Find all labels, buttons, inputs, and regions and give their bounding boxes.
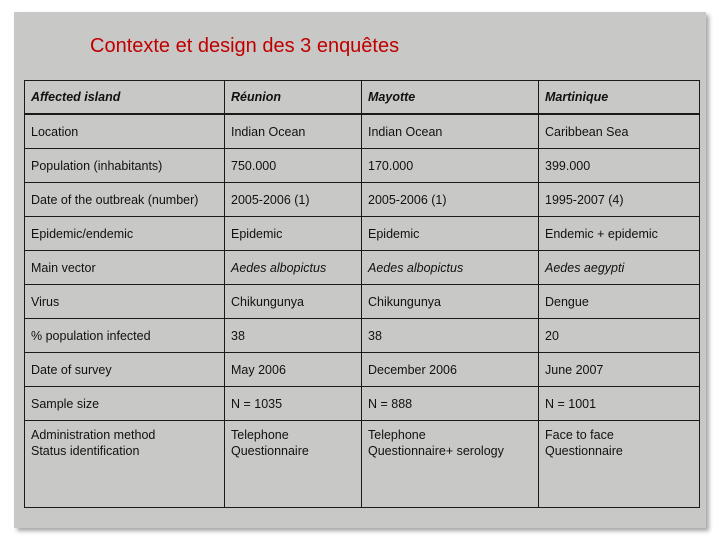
- table-row-administration-method: [25, 421, 700, 508]
- table-row-population-infected: [25, 319, 700, 353]
- header-mayotte: Mayotte: [362, 81, 539, 115]
- cell-line: Telephone: [231, 428, 289, 442]
- table-cell: June 2007: [539, 353, 700, 387]
- table-cell: 2005-2006 (1): [225, 183, 362, 217]
- cell-line: Telephone: [368, 428, 426, 442]
- table-cell: Aedes albopictus: [225, 251, 362, 285]
- table-cell: 38: [225, 319, 362, 353]
- table-cell: Virus: [25, 285, 225, 319]
- table-header-row: [25, 81, 700, 115]
- table-cell: Endemic + epidemic: [539, 217, 700, 251]
- table-cell: 20: [539, 319, 700, 353]
- table-cell: [25, 421, 225, 508]
- table-cell: Epidemic: [225, 217, 362, 251]
- table-cell: Aedes aegypti: [539, 251, 700, 285]
- slide-title: Contexte et design des 3 enquêtes: [90, 35, 400, 57]
- table-cell: May 2006: [225, 353, 362, 387]
- table-cell: 38: [362, 319, 539, 353]
- table-row-epidemic-endemic: [25, 217, 700, 251]
- table-cell: Chikungunya: [225, 285, 362, 319]
- cell-line: Questionnaire+ serology: [368, 444, 504, 458]
- cell-line: Face to face: [545, 428, 614, 442]
- table-cell: 2005-2006 (1): [362, 183, 539, 217]
- table-cell: 170.000: [362, 149, 539, 183]
- header-martinique: Martinique: [539, 81, 700, 115]
- table-row-outbreak-date: [25, 183, 700, 217]
- table-cell: [225, 421, 362, 508]
- table-row-population: [25, 149, 700, 183]
- cell-line: Administration method: [31, 428, 156, 442]
- table-cell: Aedes albopictus: [362, 251, 539, 285]
- table-cell: Indian Ocean: [362, 114, 539, 149]
- table-row-main-vector: [25, 251, 700, 285]
- table-cell: % population infected: [25, 319, 225, 353]
- table-row-location: [25, 114, 700, 149]
- table-cell: Location: [25, 114, 225, 149]
- table-cell: N = 888: [362, 387, 539, 421]
- table-cell: Date of the outbreak (number): [25, 183, 225, 217]
- table-row-sample-size: [25, 387, 700, 421]
- cell-line: Questionnaire: [231, 444, 309, 458]
- table-cell: 750.000: [225, 149, 362, 183]
- table-cell: Population (inhabitants): [25, 149, 225, 183]
- table-row-survey-date: [25, 353, 700, 387]
- table-cell: [362, 421, 539, 508]
- table-cell: December 2006: [362, 353, 539, 387]
- table-cell: 1995-2007 (4): [539, 183, 700, 217]
- table-cell: Epidemic: [362, 217, 539, 251]
- table-cell: Epidemic/endemic: [25, 217, 225, 251]
- table-cell: N = 1001: [539, 387, 700, 421]
- table-cell: [539, 421, 700, 508]
- table-cell: Sample size: [25, 387, 225, 421]
- table-row-virus: [25, 285, 700, 319]
- header-reunion: Réunion: [225, 81, 362, 115]
- table-cell: Main vector: [25, 251, 225, 285]
- table-cell: Chikungunya: [362, 285, 539, 319]
- table-cell: Caribbean Sea: [539, 114, 700, 149]
- table-cell: 399.000: [539, 149, 700, 183]
- table-cell: N = 1035: [225, 387, 362, 421]
- cell-line: Questionnaire: [545, 444, 623, 458]
- table-cell: Indian Ocean: [225, 114, 362, 149]
- survey-design-table: [24, 80, 700, 508]
- header-affected-island: Affected island: [25, 81, 225, 115]
- table-cell: Date of survey: [25, 353, 225, 387]
- cell-line: Status identification: [31, 444, 140, 458]
- table-cell: Dengue: [539, 285, 700, 319]
